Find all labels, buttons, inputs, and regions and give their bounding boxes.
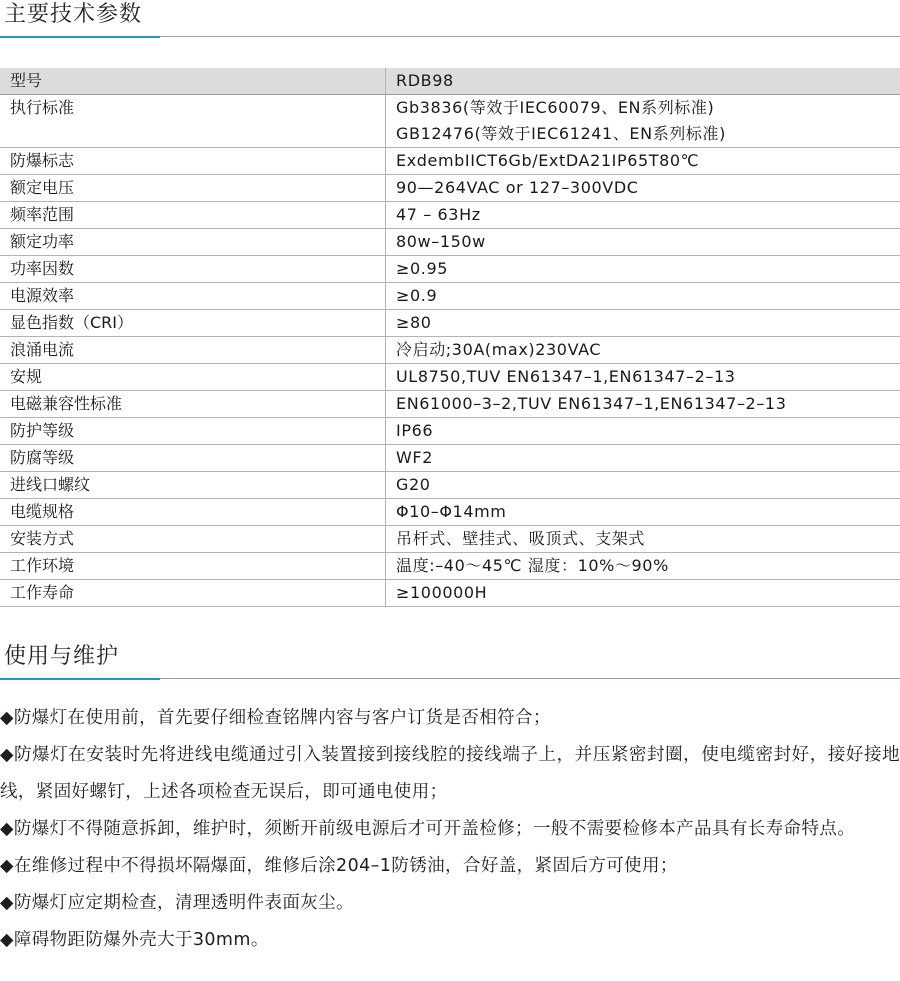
value-cell (386, 391, 900, 417)
note-item: ◆防爆灯应定期检查，清理透明件表面灰尘。 (0, 893, 354, 913)
param-cell: 安规 (0, 364, 386, 390)
value-cell (386, 499, 900, 525)
table-row (0, 580, 900, 607)
table-row (0, 175, 900, 202)
param-cell: 电缆规格 (0, 499, 386, 525)
value-cell (386, 202, 900, 228)
value-line: 冷启动;30A(max)230VAC (396, 340, 602, 359)
value-cell (386, 95, 900, 147)
note-item: ◆防爆灯在使用前，首先要仔细检查铭牌内容与客户订货是否相符合； (0, 708, 551, 728)
param-cell: 安装方式 (0, 526, 386, 552)
section-heading-tech-params (0, 0, 900, 37)
value-line: 90—264VAC or 127–300VDC (396, 178, 639, 197)
value-line: Φ10–Φ14mm (396, 502, 507, 521)
value-cell (386, 256, 900, 282)
value-line: 47 – 63Hz (396, 205, 481, 224)
param-cell: 额定功率 (0, 229, 386, 255)
param-cell: 防爆标志 (0, 148, 386, 174)
value-cell (386, 472, 900, 498)
value-cell (386, 526, 900, 552)
value-line: 吊杆式、壁挂式、吸顶式、支架式 (396, 529, 646, 548)
table-row (0, 256, 900, 283)
value-line: ≥100000H (396, 583, 488, 602)
section-heading-usage (0, 642, 900, 679)
note-item: ◆在维修过程中不得损坏隔爆面，维修后涂204–1防锈油，合好盖，紧固后方可使用； (0, 856, 678, 876)
header-param-cell: 型号 (0, 68, 386, 94)
value-line: ≥80 (396, 313, 432, 332)
spec-table (0, 68, 900, 607)
section-title: 使用与维护 (4, 644, 120, 669)
table-row (0, 553, 900, 580)
param-cell: 电源效率 (0, 283, 386, 309)
table-row (0, 310, 900, 337)
param-cell: 电磁兼容性标准 (0, 391, 386, 417)
note-item: ◆防爆灯在安装时先将进线电缆通过引入装置接到接线腔的接线端子上，并压紧密封圈，使电缆密封好，接好接地线，紧固好螺钉，上述各项检查无误后，即可通电使用； (0, 745, 900, 802)
value-line: ≥0.9 (396, 286, 438, 305)
accent-bar (0, 36, 160, 38)
value-cell (386, 175, 900, 201)
value-cell (386, 148, 900, 174)
table-row (0, 337, 900, 364)
table-row (0, 95, 900, 148)
value-line: WF2 (396, 448, 434, 467)
value-line: GB12476(等效于IEC61241、EN系列标准) (396, 124, 726, 143)
table-row (0, 364, 900, 391)
value-cell (386, 418, 900, 444)
table-row (0, 499, 900, 526)
header-value-cell: RDB98 (396, 71, 454, 90)
param-cell: 功率因数 (0, 256, 386, 282)
usage-notes (0, 700, 900, 959)
table-row (0, 391, 900, 418)
accent-bar (0, 678, 160, 680)
table-row (0, 229, 900, 256)
value-line: EN61000–3–2,TUV EN61347–1,EN61347–2–13 (396, 394, 787, 413)
table-header-row (0, 68, 900, 95)
param-cell: 防护等级 (0, 418, 386, 444)
value-cell (386, 337, 900, 363)
value-cell (386, 364, 900, 390)
param-cell: 额定电压 (0, 175, 386, 201)
value-line: 80w–150w (396, 232, 486, 251)
table-row (0, 148, 900, 175)
table-row (0, 445, 900, 472)
value-line: UL8750,TUV EN61347–1,EN61347–2–13 (396, 367, 736, 386)
value-line: 温度:–40～45℃ 湿度：10%～90% (396, 556, 669, 575)
value-line: ≥0.95 (396, 259, 449, 278)
param-cell: 频率范围 (0, 202, 386, 228)
param-cell: 执行标准 (0, 95, 386, 147)
value-cell (386, 445, 900, 471)
note-item: ◆防爆灯不得随意拆卸，维护时，须断开前级电源后才可开盖检修；一般不需要检修本产品具有长寿命特点。 (0, 819, 856, 839)
note-item: ◆障碍物距防爆外壳大于30mm。 (0, 930, 269, 950)
table-row (0, 202, 900, 229)
table-row (0, 418, 900, 445)
param-cell: 浪涌电流 (0, 337, 386, 363)
param-cell: 防腐等级 (0, 445, 386, 471)
value-cell (386, 310, 900, 336)
value-line: Gb3836(等效于IEC60079、EN系列标准) (396, 98, 715, 117)
value-line: G20 (396, 475, 431, 494)
section-title: 主要技术参数 (4, 2, 143, 27)
param-cell: 工作寿命 (0, 580, 386, 606)
value-cell (386, 580, 900, 606)
param-cell: 进线口螺纹 (0, 472, 386, 498)
table-row (0, 472, 900, 499)
value-line: IP66 (396, 421, 434, 440)
value-cell (386, 229, 900, 255)
param-cell: 工作环境 (0, 553, 386, 579)
value-cell (386, 283, 900, 309)
value-line: ExdembIICT6Gb/ExtDA21IP65T80℃ (396, 151, 700, 170)
param-cell: 显色指数（CRI） (0, 310, 386, 336)
value-cell (386, 553, 900, 579)
table-row (0, 283, 900, 310)
table-row (0, 526, 900, 553)
